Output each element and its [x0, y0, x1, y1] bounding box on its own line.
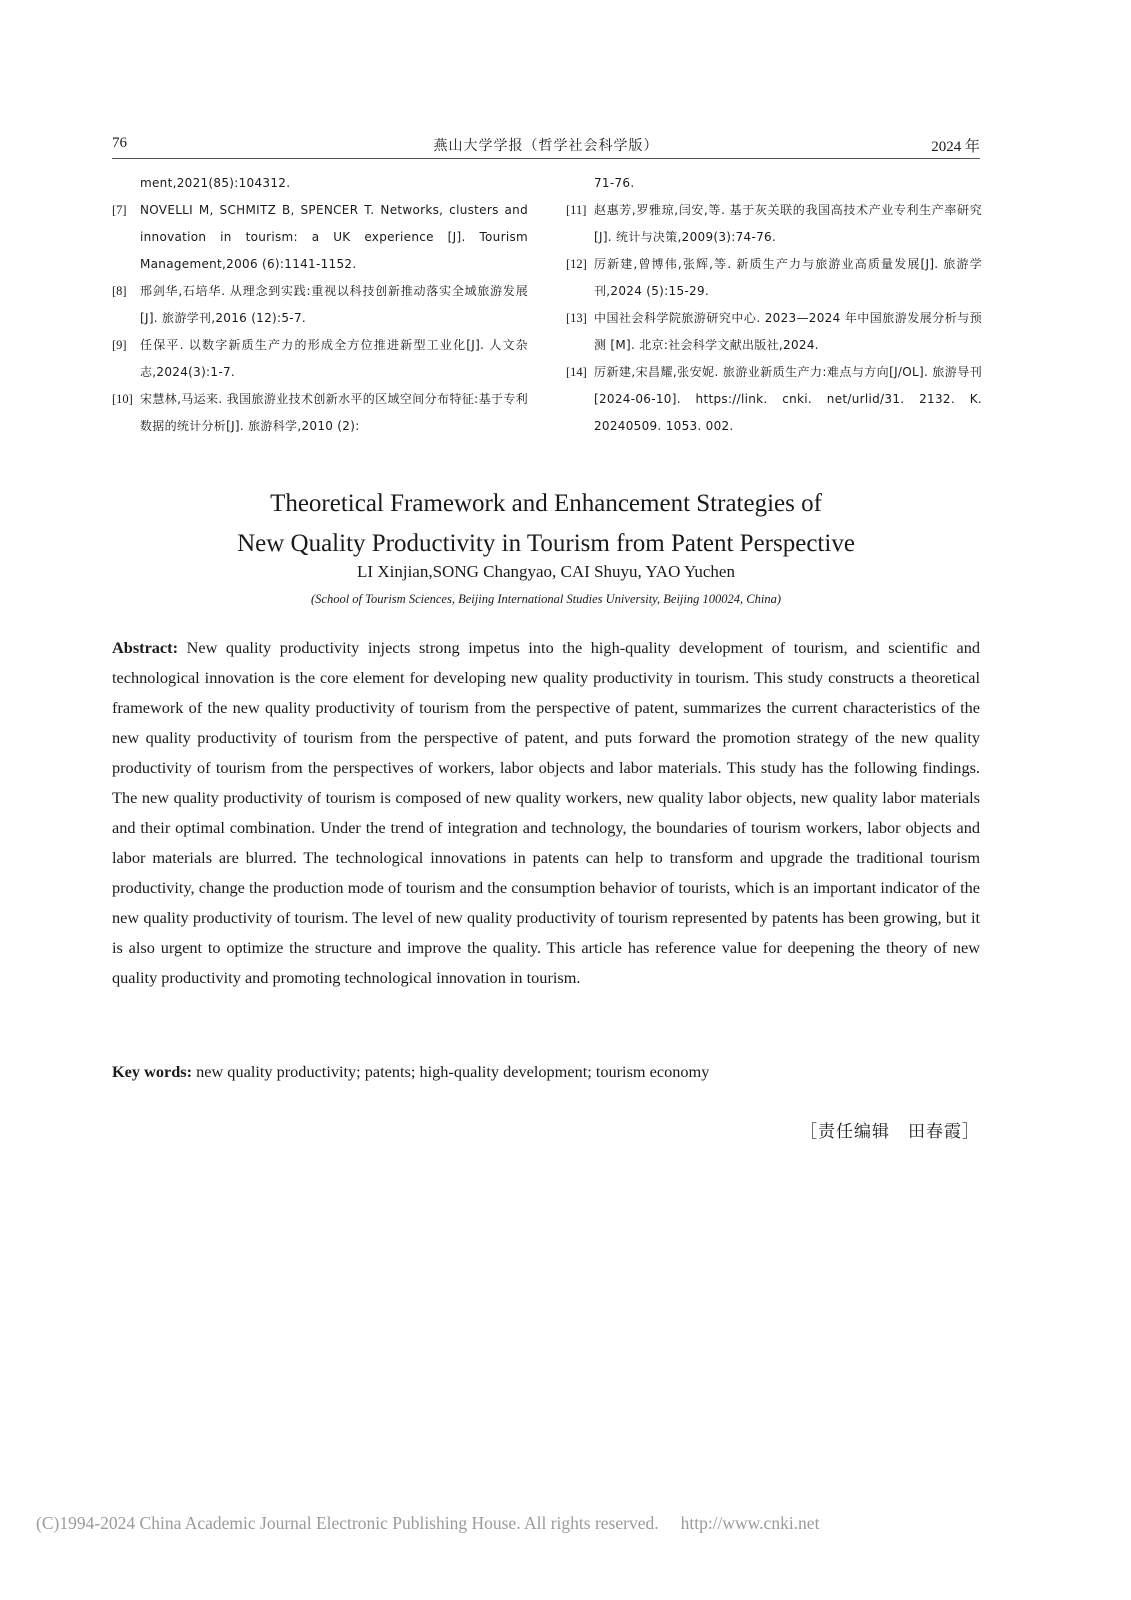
journal-title: 燕山大学学报（哲学社会科学版） [433, 138, 659, 154]
references-left-column [112, 170, 528, 440]
reference-item [566, 251, 982, 305]
reference-item [112, 386, 528, 440]
reference-text: 任保平. 以数字新质生产力的形成全方位推进新型工业化[J]. 人文杂志,2024(3):1-7. [140, 338, 528, 379]
abstract-text: New quality productivity injects strong impetus into the high-quality development of tourism, and scientific and technological innovation is the core element for developing new quality productivity in tourism. This study constructs a theoretical framework of the new quality productivity of tourism from the perspective of patent, summarizes the current characteristics of the new quality productivity of tourism from the perspective of patent, and puts forward the promotion strategy of the new quality productivity of tourism from the perspectives of workers, labor objects and labor materials. This study has the following findings. The new quality productivity of tourism is composed of new quality workers, new quality labor objects, new quality labor materials and their optimal combination. Under the trend of integration and technology, the boundaries of tourism workers, labor objects and labor materials are blurred. The technological innovations in patents can help to transform and upgrade the traditional tourism productivity, change the production mode of tourism and the consumption behavior of tourists, which is an important indicator of the new quality productivity of tourism. The level of new quality productivity of tourism represented by patents has been growing, but it is also urgent to optimize the structure and improve the quality. This article has reference value for deepening the theory of new quality productivity and promoting technological innovation in tourism. [112, 638, 980, 987]
reference-item [566, 305, 982, 359]
copyright-text: (C)1994-2024 China Academic Journal Electronic Publishing House. All rights reserved. [36, 1513, 659, 1533]
reference-number: [9] [112, 338, 127, 352]
article-title-line-2: New Quality Productivity in Tourism from Patent Perspective [237, 530, 855, 557]
reference-text: 厉新建,宋昌耀,张安妮. 旅游业新质生产力:难点与方向[J/OL]. 旅游导刊[2024-06-10]. https://link. cnki. net/urlid/31. 2132. K. 20240509. 1053. 002. [594, 365, 982, 433]
reference-item [566, 359, 982, 440]
reference-text: ment,2021(85):104312. [140, 176, 291, 190]
references-right-column [566, 170, 982, 440]
reference-item [112, 332, 528, 386]
keywords-label: Key words: [112, 1062, 193, 1081]
article-title-line-1: Theoretical Framework and Enhancement Strategies of [270, 490, 822, 517]
reference-number: [13] [566, 311, 587, 325]
reference-number: [11] [566, 203, 587, 217]
reference-item [112, 170, 528, 197]
header-rule [112, 158, 980, 159]
reference-item [112, 197, 528, 278]
reference-text: NOVELLI M, SCHMITZ B, SPENCER T. Networks, clusters and innovation in tourism: a UK experience [J]. Tourism Management,2006 (6):1141-1152. [140, 203, 528, 271]
reference-number: [10] [112, 392, 133, 406]
reference-text: 宋慧林,马运来. 我国旅游业技术创新水平的区域空间分布特征:基于专利数据的统计分析[J]. 旅游科学,2010 (2): [140, 392, 528, 433]
running-head [112, 133, 980, 157]
reference-item [566, 197, 982, 251]
reference-text: 中国社会科学院旅游研究中心. 2023—2024 年中国旅游发展分析与预测 [M]. 北京:社会科学文献出版社,2024. [594, 311, 982, 352]
page-number: 76 [112, 135, 127, 151]
journal-year: 2024 年 [931, 139, 980, 155]
reference-text: 71-76. [594, 176, 635, 190]
abstract-label: Abstract: [112, 638, 179, 657]
keywords [112, 1058, 980, 1086]
reference-number: [7] [112, 203, 127, 217]
keywords-text: new quality productivity; patents; high-quality development; tourism economy [192, 1062, 710, 1081]
article-affiliation: (School of Tourism Sciences, Beijing International Studies University, Beijing 100024, China) [311, 592, 781, 606]
copyright-footer [36, 1513, 819, 1534]
reference-text: 邢剑华,石培华. 从理念到实践:重视以科技创新推动落实全域旅游发展[J]. 旅游学刊,2016 (12):5-7. [140, 284, 528, 325]
reference-item [566, 170, 982, 197]
reference-number: [12] [566, 257, 587, 271]
reference-text: 赵惠芳,罗雅琼,闫安,等. 基于灰关联的我国高技术产业专利生产率研究[J]. 统计与决策,2009(3):74-76. [594, 203, 982, 244]
cnki-link[interactable]: http://www.cnki.net [680, 1513, 820, 1533]
responsible-editor-note: ［责任编辑 田春霞］ [800, 1122, 980, 1142]
reference-number: [14] [566, 365, 587, 379]
reference-text: 厉新建,曾博伟,张辉,等. 新质生产力与旅游业高质量发展[J]. 旅游学刊,2024 (5):15-29. [594, 257, 982, 298]
reference-number: [8] [112, 284, 127, 298]
reference-item [112, 278, 528, 332]
article-authors: LI Xinjian,SONG Changyao, CAI Shuyu, YAO Yuchen [357, 562, 735, 581]
abstract [112, 633, 980, 993]
